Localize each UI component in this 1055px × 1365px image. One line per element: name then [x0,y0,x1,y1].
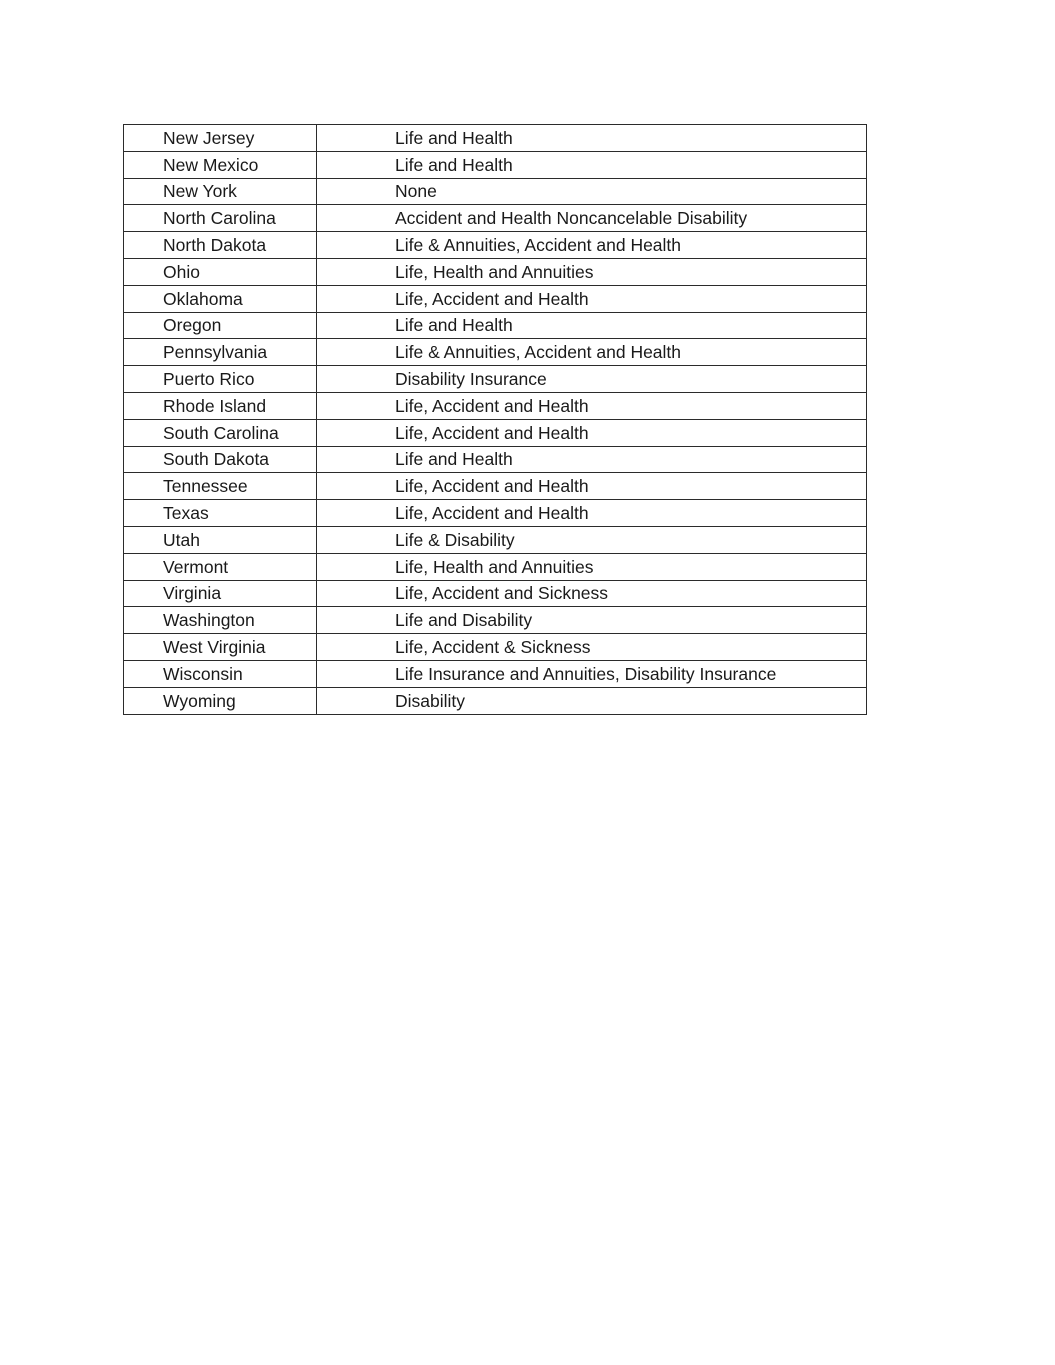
state-cell: New Jersey [124,125,317,152]
state-cell: West Virginia [124,634,317,661]
lines-of-business-cell: Life and Health [317,312,867,339]
table-row [124,178,867,205]
table-row [124,526,867,553]
state-cell: Wisconsin [124,660,317,687]
state-cell: Washington [124,607,317,634]
state-cell: Virginia [124,580,317,607]
table-row [124,392,867,419]
table-row [124,366,867,393]
state-cell: North Carolina [124,205,317,232]
lines-of-business-cell: Life and Disability [317,607,867,634]
table-row [124,312,867,339]
state-lines-table [123,124,867,715]
lines-of-business-cell: Life and Health [317,446,867,473]
lines-of-business-cell: Life and Health [317,151,867,178]
lines-of-business-cell: Disability [317,687,867,714]
state-cell: Vermont [124,553,317,580]
lines-of-business-cell: Life, Health and Annuities [317,258,867,285]
lines-of-business-cell: Life, Accident and Health [317,419,867,446]
table-row [124,580,867,607]
table-row [124,687,867,714]
lines-of-business-cell: Accident and Health Noncancelable Disability [317,205,867,232]
state-cell: New York [124,178,317,205]
state-cell: South Carolina [124,419,317,446]
lines-of-business-cell: Life, Accident and Health [317,473,867,500]
state-cell: Texas [124,500,317,527]
lines-of-business-cell: Life & Annuities, Accident and Health [317,339,867,366]
lines-of-business-cell: Life, Accident & Sickness [317,634,867,661]
table-row [124,339,867,366]
lines-of-business-cell: Life & Disability [317,526,867,553]
table-row [124,151,867,178]
table-row [124,446,867,473]
lines-of-business-cell: Life, Accident and Sickness [317,580,867,607]
lines-of-business-cell: None [317,178,867,205]
table-row [124,419,867,446]
table-row [124,634,867,661]
table-row [124,258,867,285]
table-body [124,125,867,715]
table-row [124,232,867,259]
state-cell: Wyoming [124,687,317,714]
state-cell: Ohio [124,258,317,285]
state-cell: Pennsylvania [124,339,317,366]
table-row [124,125,867,152]
state-cell: Puerto Rico [124,366,317,393]
state-cell: Utah [124,526,317,553]
table-row [124,660,867,687]
table-row [124,285,867,312]
lines-of-business-cell: Life, Accident and Health [317,285,867,312]
state-cell: South Dakota [124,446,317,473]
lines-of-business-cell: Life and Health [317,125,867,152]
table-row [124,553,867,580]
lines-of-business-cell: Life, Health and Annuities [317,553,867,580]
table-row [124,473,867,500]
lines-of-business-cell: Life Insurance and Annuities, Disability Insurance [317,660,867,687]
lines-of-business-cell: Life, Accident and Health [317,500,867,527]
lines-of-business-cell: Life & Annuities, Accident and Health [317,232,867,259]
state-cell: Oklahoma [124,285,317,312]
state-cell: New Mexico [124,151,317,178]
state-cell: Tennessee [124,473,317,500]
state-cell: Rhode Island [124,392,317,419]
table-row [124,205,867,232]
lines-of-business-cell: Life, Accident and Health [317,392,867,419]
state-cell: North Dakota [124,232,317,259]
table-row [124,607,867,634]
table-row [124,500,867,527]
state-cell: Oregon [124,312,317,339]
lines-of-business-cell: Disability Insurance [317,366,867,393]
